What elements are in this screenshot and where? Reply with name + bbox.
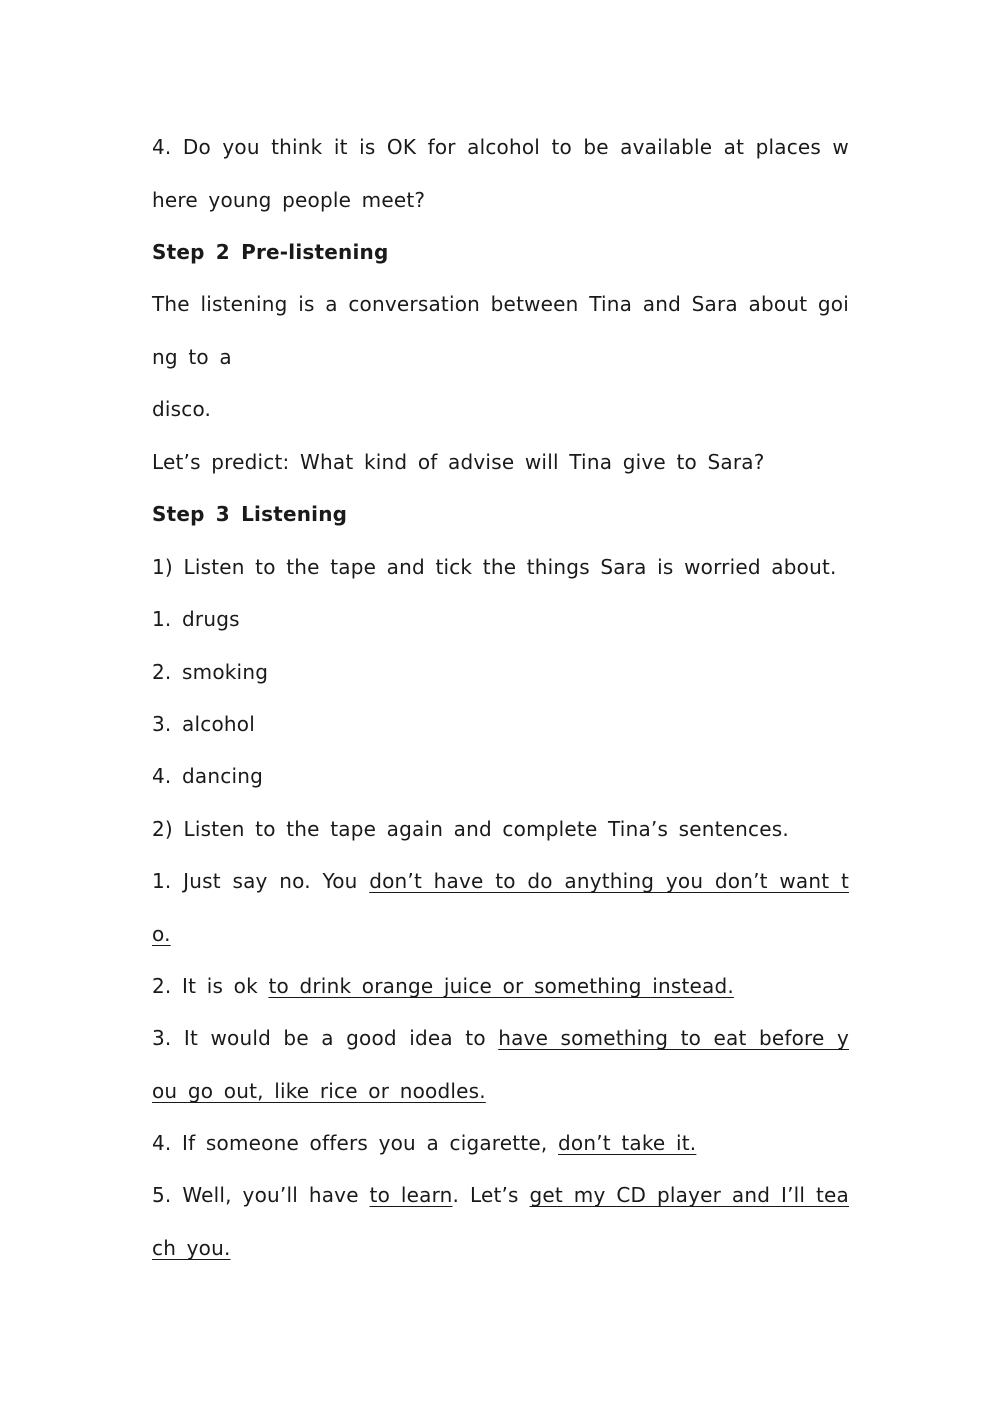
sentence-2-prefix: 2. It is ok <box>152 974 269 998</box>
sentence-5-line-2 <box>152 1234 231 1262</box>
predict-question: Let’s predict: What kind of advise will Tina give to Sara? <box>152 450 765 474</box>
pre-listening-line-2: ng to a <box>152 345 232 369</box>
option-alcohol: 3. alcohol <box>152 712 255 736</box>
sentence-5-middle: . Let’s <box>452 1183 530 1207</box>
sentence-4 <box>152 1129 696 1157</box>
listening-task-2: 2) Listen to the tape again and complete Tina’s sentences. <box>152 817 789 841</box>
option-smoking: 2. smoking <box>152 660 269 684</box>
pre-listening-line-3: disco. <box>152 397 212 421</box>
question-4-line-2: here young people meet? <box>152 188 426 212</box>
listening-task-1: 1) Listen to the tape and tick the things Sara is worried about. <box>152 555 837 579</box>
sentence-5-answer-2-cont: ch you. <box>152 1236 231 1260</box>
sentence-3-prefix: 3. It would be a good idea to <box>152 1026 499 1050</box>
step-3-heading: Step 3 Listening <box>152 502 348 526</box>
sentence-3-answer-cont: ou go out, like rice or noodles. <box>152 1079 486 1103</box>
step-2-heading: Step 2 Pre-listening <box>152 240 389 264</box>
sentence-3-line-2 <box>152 1077 486 1105</box>
sentence-5-prefix: 5. Well, you’ll have <box>152 1183 370 1207</box>
sentence-1-line-2 <box>152 920 171 948</box>
sentence-5-line-1 <box>152 1181 849 1209</box>
pre-listening-line-1: The listening is a conversation between Tina and Sara about goi <box>152 292 849 316</box>
sentence-5-answer-2: get my CD player and I’ll tea <box>529 1183 849 1207</box>
sentence-1-line-1 <box>152 867 849 895</box>
sentence-3-line-1 <box>152 1024 849 1052</box>
sentence-2-answer: to drink orange juice or something instead. <box>268 974 734 998</box>
sentence-1-prefix: 1. Just say no. You <box>152 869 370 893</box>
option-drugs: 1. drugs <box>152 607 240 631</box>
sentence-5-answer-1: to learn <box>369 1183 453 1207</box>
question-4-line-1: 4. Do you think it is OK for alcohol to be available at places w <box>152 135 849 159</box>
sentence-1-answer: don’t have to do anything you don’t want t <box>369 869 849 893</box>
sentence-1-answer-cont: o. <box>152 922 171 946</box>
option-dancing: 4. dancing <box>152 764 263 788</box>
sentence-2 <box>152 972 734 1000</box>
sentence-4-prefix: 4. If someone offers you a cigarette, <box>152 1131 558 1155</box>
sentence-4-answer: don’t take it. <box>558 1131 697 1155</box>
sentence-3-answer: have something to eat before y <box>498 1026 849 1050</box>
